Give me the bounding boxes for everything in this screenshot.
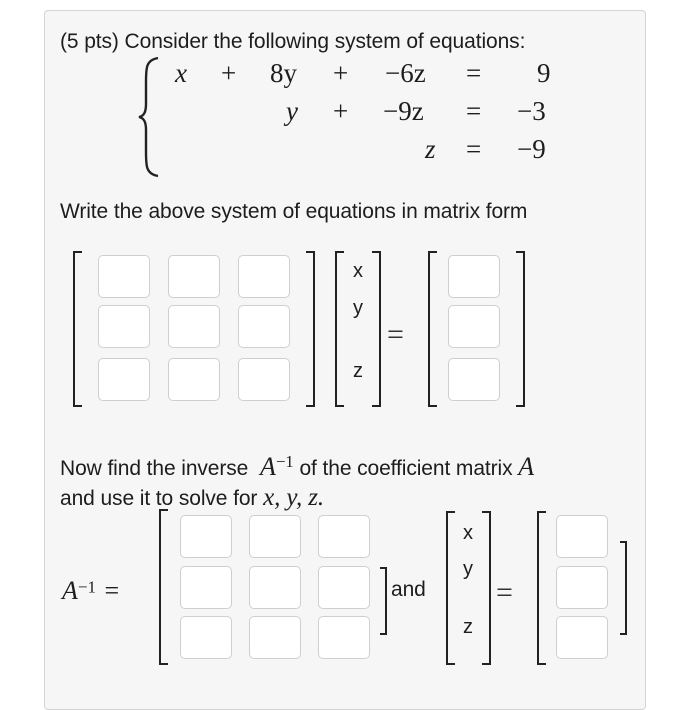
eq1-op1: + [221, 58, 237, 88]
solution-z-input[interactable] [556, 616, 608, 659]
eq1-op2: + [333, 58, 349, 88]
coef-a22-input[interactable] [168, 305, 220, 348]
coef-a32-input[interactable] [168, 358, 220, 401]
ainv-13-input[interactable] [318, 515, 370, 558]
solve-vars: x, y, z. [263, 484, 325, 511]
const-b3-input[interactable] [448, 358, 500, 401]
eq1-eq: = [466, 58, 482, 88]
ainv-21-input[interactable] [180, 566, 232, 609]
inverse-a-symbol: A [260, 452, 276, 481]
const-b2-input[interactable] [448, 305, 500, 348]
var-vector-x: x [353, 260, 363, 282]
and-text: and [391, 578, 426, 601]
coef-a-symbol: A [518, 452, 535, 481]
eq3-eq: = [466, 134, 482, 164]
a-inverse-label [62, 576, 119, 606]
solve-vector-z: z [463, 616, 473, 638]
solve-equals: = [496, 576, 513, 609]
coef-a11-input[interactable] [98, 255, 150, 298]
const-b1-input[interactable] [448, 255, 500, 298]
eq1-rhs: 9 [537, 58, 551, 88]
matrix-form-equals: = [387, 318, 404, 351]
inverse-prompt-line1 [60, 452, 534, 482]
inverse-prompt-line2 [60, 484, 324, 512]
solution-y-input[interactable] [556, 566, 608, 609]
var-vector-z: z [353, 360, 363, 382]
eq2-rhs: −3 [517, 96, 546, 126]
var-vector-y: y [353, 297, 363, 319]
coef-a33-input[interactable] [238, 358, 290, 401]
ainv-22-input[interactable] [249, 566, 301, 609]
solution-x-input[interactable] [556, 515, 608, 558]
ainv-23-input[interactable] [318, 566, 370, 609]
eq2-op2: + [333, 96, 349, 126]
eq1-z: −6z [385, 58, 426, 88]
ainv-32-input[interactable] [249, 616, 301, 659]
inverse-a-sup: −1 [275, 452, 294, 471]
inverse-prompt-text-2: of the coefficient matrix [299, 457, 513, 480]
ainv-31-input[interactable] [180, 616, 232, 659]
ainv-12-input[interactable] [249, 515, 301, 558]
solve-vector-x: x [463, 522, 473, 544]
ainv-33-input[interactable] [318, 616, 370, 659]
a-inverse-sup: −1 [77, 577, 96, 597]
solve-for-text: and use it to solve for [60, 487, 258, 510]
coef-a21-input[interactable] [98, 305, 150, 348]
eq2-y: y [286, 96, 298, 126]
eq2-eq: = [466, 96, 482, 126]
matrix-form-prompt: Write the above system of equations in matrix form [60, 200, 528, 223]
ainv-11-input[interactable] [180, 515, 232, 558]
a-inverse-equals: = [104, 576, 120, 605]
coef-a23-input[interactable] [238, 305, 290, 348]
eq3-rhs: −9 [517, 134, 546, 164]
eq3-z: z [425, 134, 436, 164]
eq1-x: x [175, 58, 187, 88]
inverse-prompt-text: Now find the inverse [60, 457, 249, 480]
eq2-z: −9z [383, 96, 424, 126]
question-heading: (5 pts) Consider the following system of equations: [60, 30, 526, 53]
coef-a31-input[interactable] [98, 358, 150, 401]
system-brace [136, 56, 162, 178]
solve-vector-y: y [463, 558, 473, 580]
coef-a13-input[interactable] [238, 255, 290, 298]
a-inverse-base: A [62, 576, 78, 605]
coef-a12-input[interactable] [168, 255, 220, 298]
eq1-y: 8y [270, 58, 297, 88]
